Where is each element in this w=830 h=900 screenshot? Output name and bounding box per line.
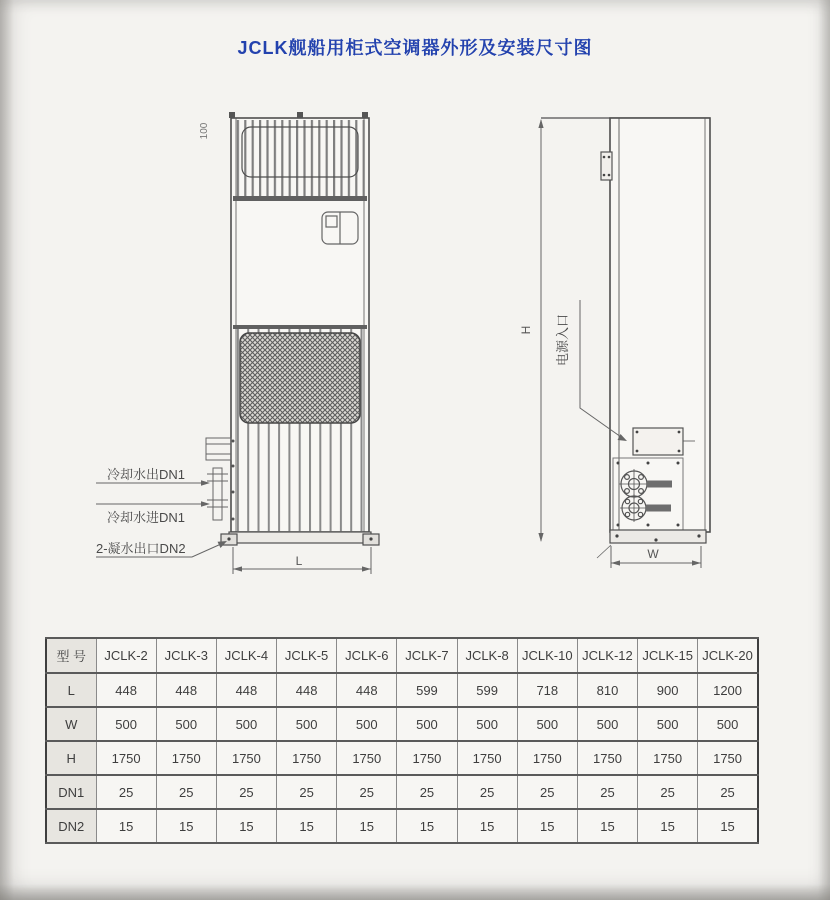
table-row-DN2 [46,809,758,843]
table-cell: 500 [517,707,577,741]
model-header: JCLK-15 [638,638,698,673]
table-cell: 25 [156,775,216,809]
table-cell: 15 [397,809,457,843]
side-cabinet-outline [610,118,710,532]
label-cooling-water-in: 冷却水进DN1 [107,510,186,525]
label-power-inlet: 电源入口 [555,313,570,367]
page-title: JCLK舰船用柜式空调器外形及安装尺寸图 [237,38,593,58]
row-label: L [46,673,96,707]
table-cell: 1750 [337,741,397,775]
table-cell: 448 [337,673,397,707]
table-cell: 25 [517,775,577,809]
table-cell: 1200 [698,673,758,707]
table-cell: 15 [577,809,637,843]
table-cell: 500 [277,707,337,741]
table-cell: 1750 [156,741,216,775]
table-cell: 500 [156,707,216,741]
side-hinge-bracket [601,152,612,180]
technical-drawing [0,70,830,615]
side-base [610,530,706,543]
table-cell: 25 [397,775,457,809]
table-cell: 1750 [397,741,457,775]
table-header-row [46,638,758,673]
table-cell: 25 [698,775,758,809]
front-base [221,532,379,545]
table-cell: 25 [216,775,276,809]
table-cell: 500 [638,707,698,741]
table-cell: 25 [577,775,637,809]
table-cell: 1750 [96,741,156,775]
row-label: DN1 [46,775,96,809]
label-dim-W: W [647,547,659,561]
table-row-L [46,673,758,707]
table-cell: 25 [457,775,517,809]
model-header: JCLK-7 [397,638,457,673]
model-header: JCLK-2 [96,638,156,673]
table-cell: 1750 [698,741,758,775]
model-header: JCLK-6 [337,638,397,673]
table-cell: 1750 [277,741,337,775]
table-cell: 15 [156,809,216,843]
label-dim-100: 100 [199,122,210,140]
table-cell: 25 [638,775,698,809]
table-cell: 500 [698,707,758,741]
table-cell: 448 [96,673,156,707]
label-cooling-water-out: 冷却水出DN1 [107,467,186,482]
model-header: JCLK-3 [156,638,216,673]
table-corner-cell: 型 号 [46,638,96,673]
table-cell: 500 [457,707,517,741]
table-row-H [46,741,758,775]
table-cell: 718 [517,673,577,707]
label-dim-L: L [295,554,303,568]
table-cell: 15 [216,809,276,843]
table-cell: 15 [638,809,698,843]
table-cell: 599 [457,673,517,707]
table-cell: 15 [337,809,397,843]
scan-edge-bottom [0,884,830,900]
table-cell: 1750 [216,741,276,775]
label-dim-H: H [519,325,533,335]
label-condensate-out: 2-凝水出口DN2 [96,541,186,556]
model-header: JCLK-12 [577,638,637,673]
table-row-W [46,707,758,741]
model-header: JCLK-8 [457,638,517,673]
row-label: H [46,741,96,775]
row-label: W [46,707,96,741]
front-view [96,112,379,574]
table-cell: 15 [698,809,758,843]
table-cell: 810 [577,673,637,707]
model-header: JCLK-10 [517,638,577,673]
table-cell: 25 [337,775,397,809]
table-cell: 599 [397,673,457,707]
dimension-table [45,637,759,844]
table-cell: 448 [277,673,337,707]
table-cell: 1750 [577,741,637,775]
model-header: JCLK-4 [216,638,276,673]
table-cell: 25 [96,775,156,809]
table-cell: 15 [457,809,517,843]
front-outlet-grille [233,120,367,196]
table-cell: 448 [156,673,216,707]
row-label: DN2 [46,809,96,843]
table-cell: 25 [277,775,337,809]
table-cell: 500 [337,707,397,741]
model-header: JCLK-5 [277,638,337,673]
table-cell: 500 [96,707,156,741]
table-row-DN1 [46,775,758,809]
table-cell: 15 [517,809,577,843]
table-cell: 900 [638,673,698,707]
model-header: JCLK-20 [698,638,758,673]
table-cell: 500 [397,707,457,741]
table-cell: 1750 [457,741,517,775]
table-cell: 1750 [638,741,698,775]
table-cell: 15 [277,809,337,843]
table-cell: 500 [216,707,276,741]
front-inlet-mesh [240,333,360,423]
table-cell: 1750 [517,741,577,775]
side-dim-H [538,119,543,542]
table-cell: 500 [577,707,637,741]
table-cell: 448 [216,673,276,707]
table-cell: 15 [96,809,156,843]
